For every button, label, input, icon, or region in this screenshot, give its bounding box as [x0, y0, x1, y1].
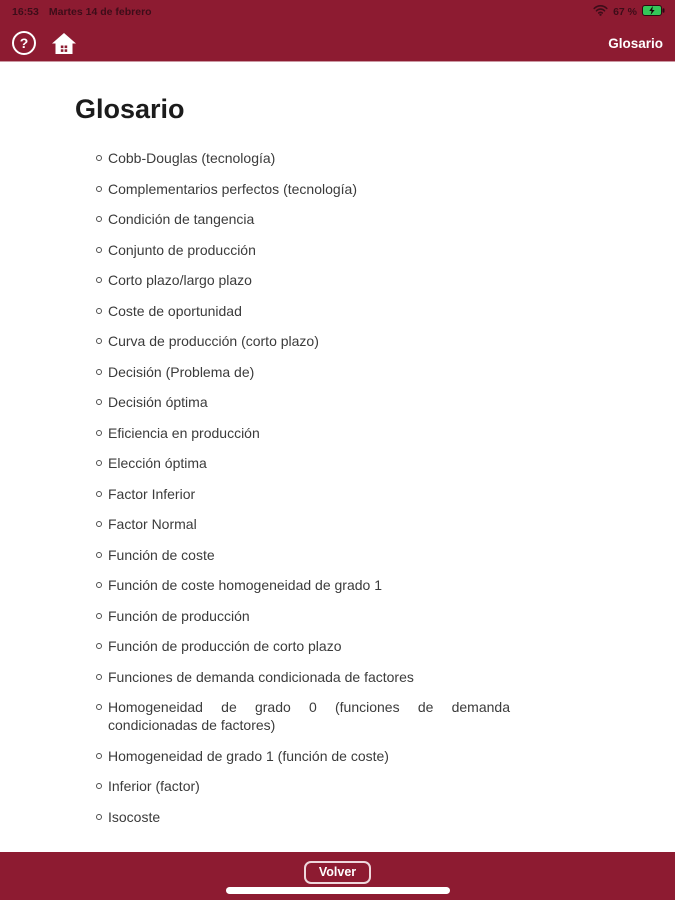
bullet-icon — [96, 491, 102, 497]
glossary-term[interactable] — [95, 485, 600, 503]
glossary-term[interactable] — [95, 149, 600, 167]
glossary-term-label: Función de coste homogeneidad de grado 1 — [108, 577, 382, 593]
home-indicator[interactable] — [226, 887, 450, 894]
status-date: Martes 14 de febrero — [48, 5, 152, 18]
bullet-icon — [96, 186, 102, 192]
glossary-term-label: Curva de producción (corto plazo) — [108, 333, 319, 349]
glossary-term-label: Funciones de demanda condicionada de factores — [108, 668, 414, 685]
bullet-icon — [96, 338, 102, 344]
glossary-term-label: Elección óptima — [108, 455, 207, 471]
page-title: Glosario — [75, 94, 185, 124]
glossary-term-label: Homogeneidad de grado 0 (funciones de demanda condicionadas de factores) — [108, 699, 510, 733]
help-button[interactable] — [12, 31, 36, 55]
glossary-term[interactable] — [95, 271, 600, 289]
glossary-term-label: Coste de oportunidad — [108, 302, 242, 319]
glossary-term-label: Función de producción — [108, 607, 250, 624]
top-bar — [0, 0, 675, 62]
glossary-term[interactable] — [95, 747, 600, 765]
bullet-icon — [96, 814, 102, 820]
glossary-term[interactable] — [95, 302, 600, 320]
bullet-icon — [96, 753, 102, 759]
glossary-term[interactable] — [95, 424, 600, 442]
bullet-icon — [96, 430, 102, 436]
glossary-term-label: Complementarios perfectos (tecnología) — [108, 180, 358, 197]
bullet-icon — [96, 613, 102, 619]
glossary-term-label: Decisión óptima — [108, 394, 208, 410]
content-area — [0, 63, 675, 852]
bullet-icon — [96, 247, 102, 253]
home-button[interactable] — [51, 32, 77, 55]
glossary-term[interactable] — [95, 808, 600, 826]
status-left — [12, 6, 152, 18]
glossary-term[interactable] — [95, 180, 600, 198]
nav-left — [12, 31, 77, 55]
glossary-term-label: Función de coste — [108, 546, 215, 563]
glossary-term-label: Inferior (factor) — [108, 778, 200, 794]
glossary-term[interactable] — [95, 454, 600, 472]
glossary-term-label: Isocoste — [108, 808, 161, 825]
bullet-icon — [96, 399, 102, 405]
bullet-icon — [96, 783, 102, 789]
glossary-term[interactable] — [95, 241, 600, 259]
glossary-term-label: Función de producción de corto plazo — [108, 638, 342, 654]
glossary-term-label: Conjunto de producción — [108, 241, 256, 258]
glossary-term-label: Factor Normal — [108, 516, 197, 532]
volver-button[interactable]: Volver — [304, 861, 371, 884]
glossary-term[interactable] — [95, 607, 600, 625]
bullet-icon — [96, 582, 102, 588]
glossary-term[interactable] — [95, 363, 600, 381]
status-time: 16:53 — [12, 5, 39, 18]
question-mark-icon: ? — [12, 31, 36, 55]
bullet-icon — [96, 674, 102, 680]
bullet-icon — [96, 704, 102, 710]
bullet-icon — [96, 521, 102, 527]
glossary-term-label: Factor Inferior — [108, 485, 196, 502]
bullet-icon — [96, 308, 102, 314]
bullet-icon — [96, 155, 102, 161]
nav-bar — [0, 20, 675, 64]
glossary-term[interactable] — [95, 777, 600, 795]
bottom-bar — [0, 852, 675, 900]
glossary-term-label: Homogeneidad de grado 1 (función de coste) — [108, 747, 389, 764]
glossary-term-label: Condición de tangencia — [108, 211, 255, 227]
status-right — [593, 4, 665, 19]
battery-charging-icon — [642, 5, 665, 19]
glossary-term[interactable] — [95, 546, 600, 564]
glossary-term[interactable] — [95, 576, 600, 594]
term-list — [75, 149, 600, 826]
bullet-icon — [96, 552, 102, 558]
glossary-term[interactable] — [95, 393, 600, 411]
bullet-icon — [96, 369, 102, 375]
glossary-term-label: Decisión (Problema de) — [108, 363, 255, 380]
bullet-icon — [96, 277, 102, 283]
nav-title: Glosario — [608, 35, 663, 51]
home-icon — [51, 32, 77, 55]
bullet-icon — [96, 643, 102, 649]
glossary-term[interactable] — [95, 698, 510, 734]
glossary-term[interactable] — [95, 668, 600, 686]
glossary-term-label: Corto plazo/largo plazo — [108, 272, 252, 288]
glossary-term[interactable] — [95, 210, 600, 228]
glossary-term[interactable] — [95, 515, 600, 533]
bullet-icon — [96, 216, 102, 222]
bullet-icon — [96, 460, 102, 466]
battery-percent: 67 % — [613, 5, 637, 18]
glossary-term[interactable] — [95, 332, 600, 350]
glossary-term-label: Eficiencia en producción — [108, 424, 260, 441]
glossary-term-label: Cobb-Douglas (tecnología) — [108, 150, 276, 166]
glossary-term[interactable] — [95, 637, 600, 655]
wifi-icon — [593, 4, 608, 19]
status-bar — [0, 0, 675, 20]
